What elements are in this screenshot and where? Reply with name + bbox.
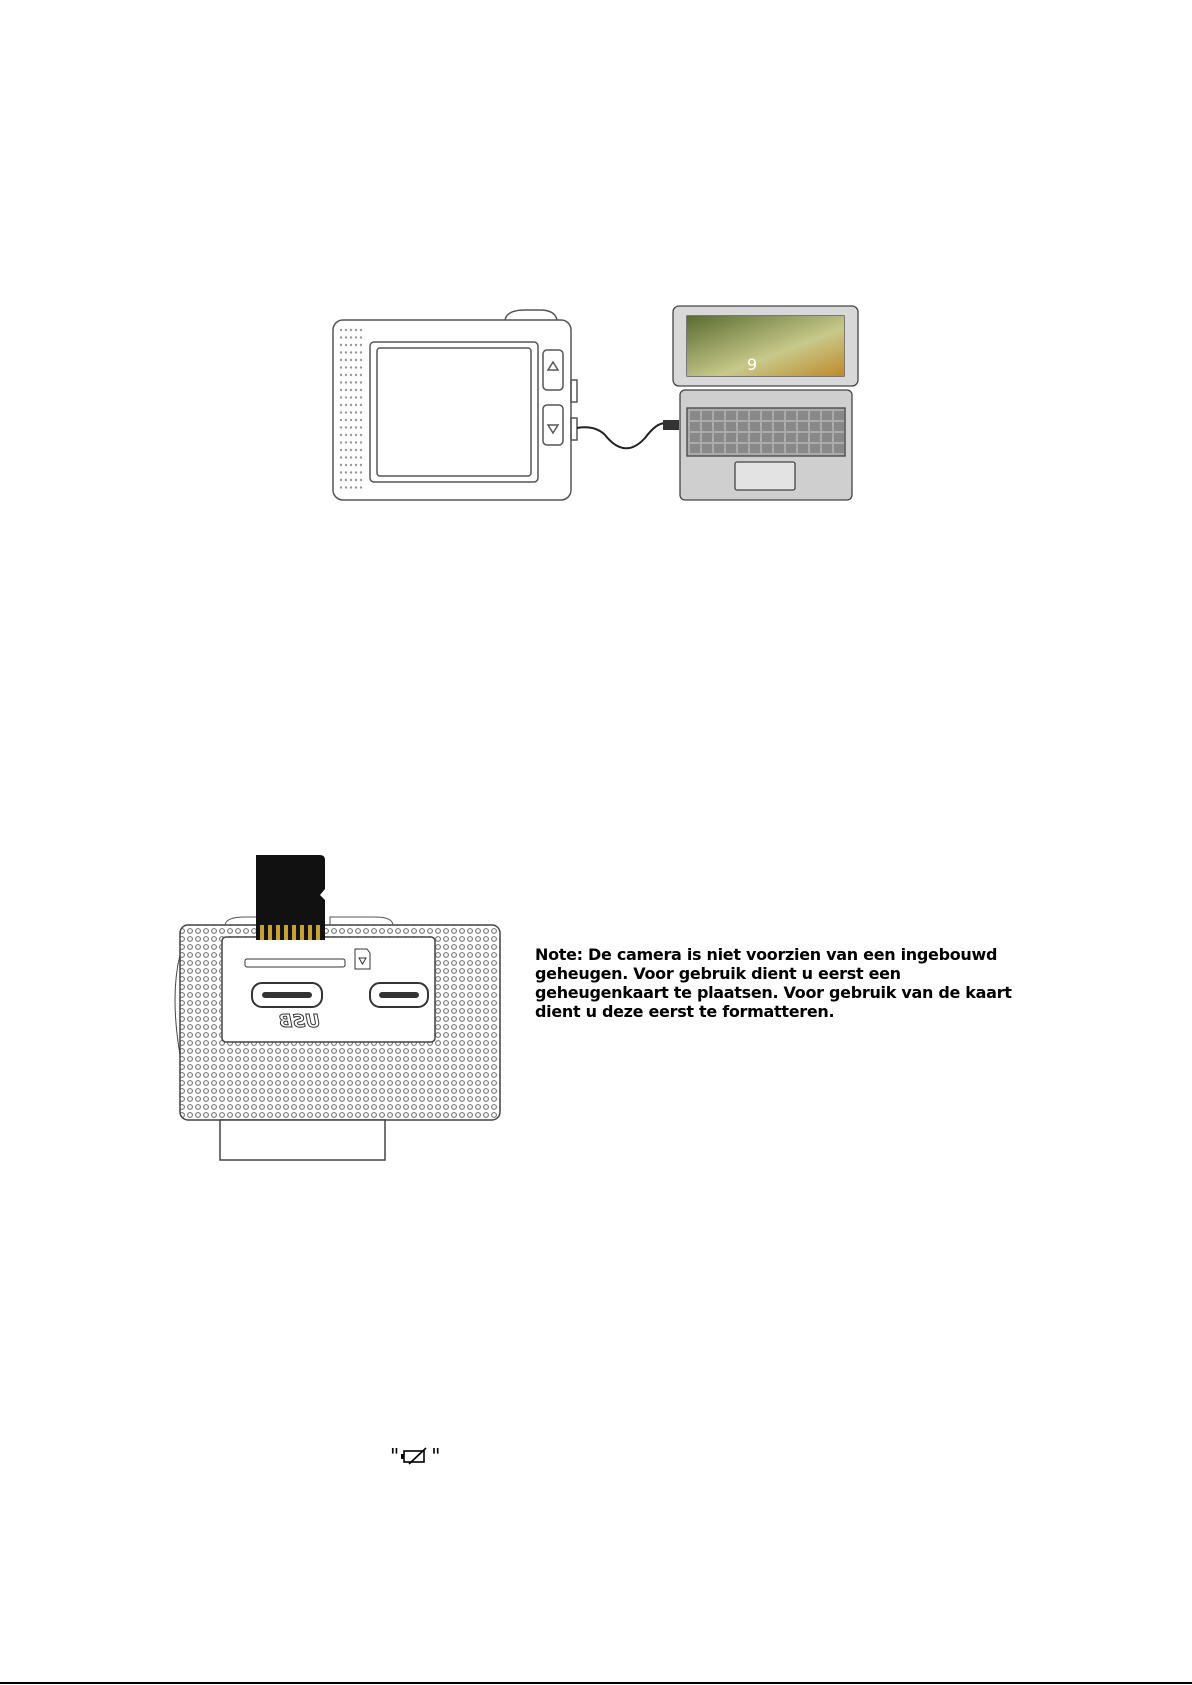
- camera-laptop-connection-figure: [325, 300, 885, 510]
- note-line-2: geheugen. Voor gebruik dient u eerst een: [535, 964, 901, 983]
- note-line-4: dient u deze eerst te formatteren.: [535, 1002, 835, 1021]
- empty-battery-icon: [401, 1447, 429, 1465]
- page-bottom-rule: [0, 1682, 1192, 1684]
- battery-close-quote: ": [431, 1444, 441, 1468]
- camera-back-view: [333, 310, 577, 500]
- note-line-3: geheugenkaart te plaatsen. Voor gebruik van de kaart: [535, 983, 1012, 1002]
- sd-card-icon: [355, 949, 370, 969]
- camera-lens: [220, 1120, 385, 1160]
- laptop: [673, 306, 858, 500]
- note-line-1: Note: De camera is niet voorzien van een ingebouwd: [535, 945, 998, 964]
- micro-sd-card: [256, 855, 325, 940]
- laptop-screen-number: 9: [747, 355, 758, 374]
- usb-cable: [577, 423, 670, 448]
- sd-card-slot: [245, 959, 345, 967]
- note-paragraph: [535, 945, 1015, 1021]
- battery-open-quote: ": [390, 1444, 400, 1468]
- usb-label: USB: [278, 1011, 320, 1032]
- sdcard-insertion-figure: [170, 855, 510, 1175]
- battery-symbol: [390, 1441, 440, 1471]
- usb-plug: [663, 420, 679, 430]
